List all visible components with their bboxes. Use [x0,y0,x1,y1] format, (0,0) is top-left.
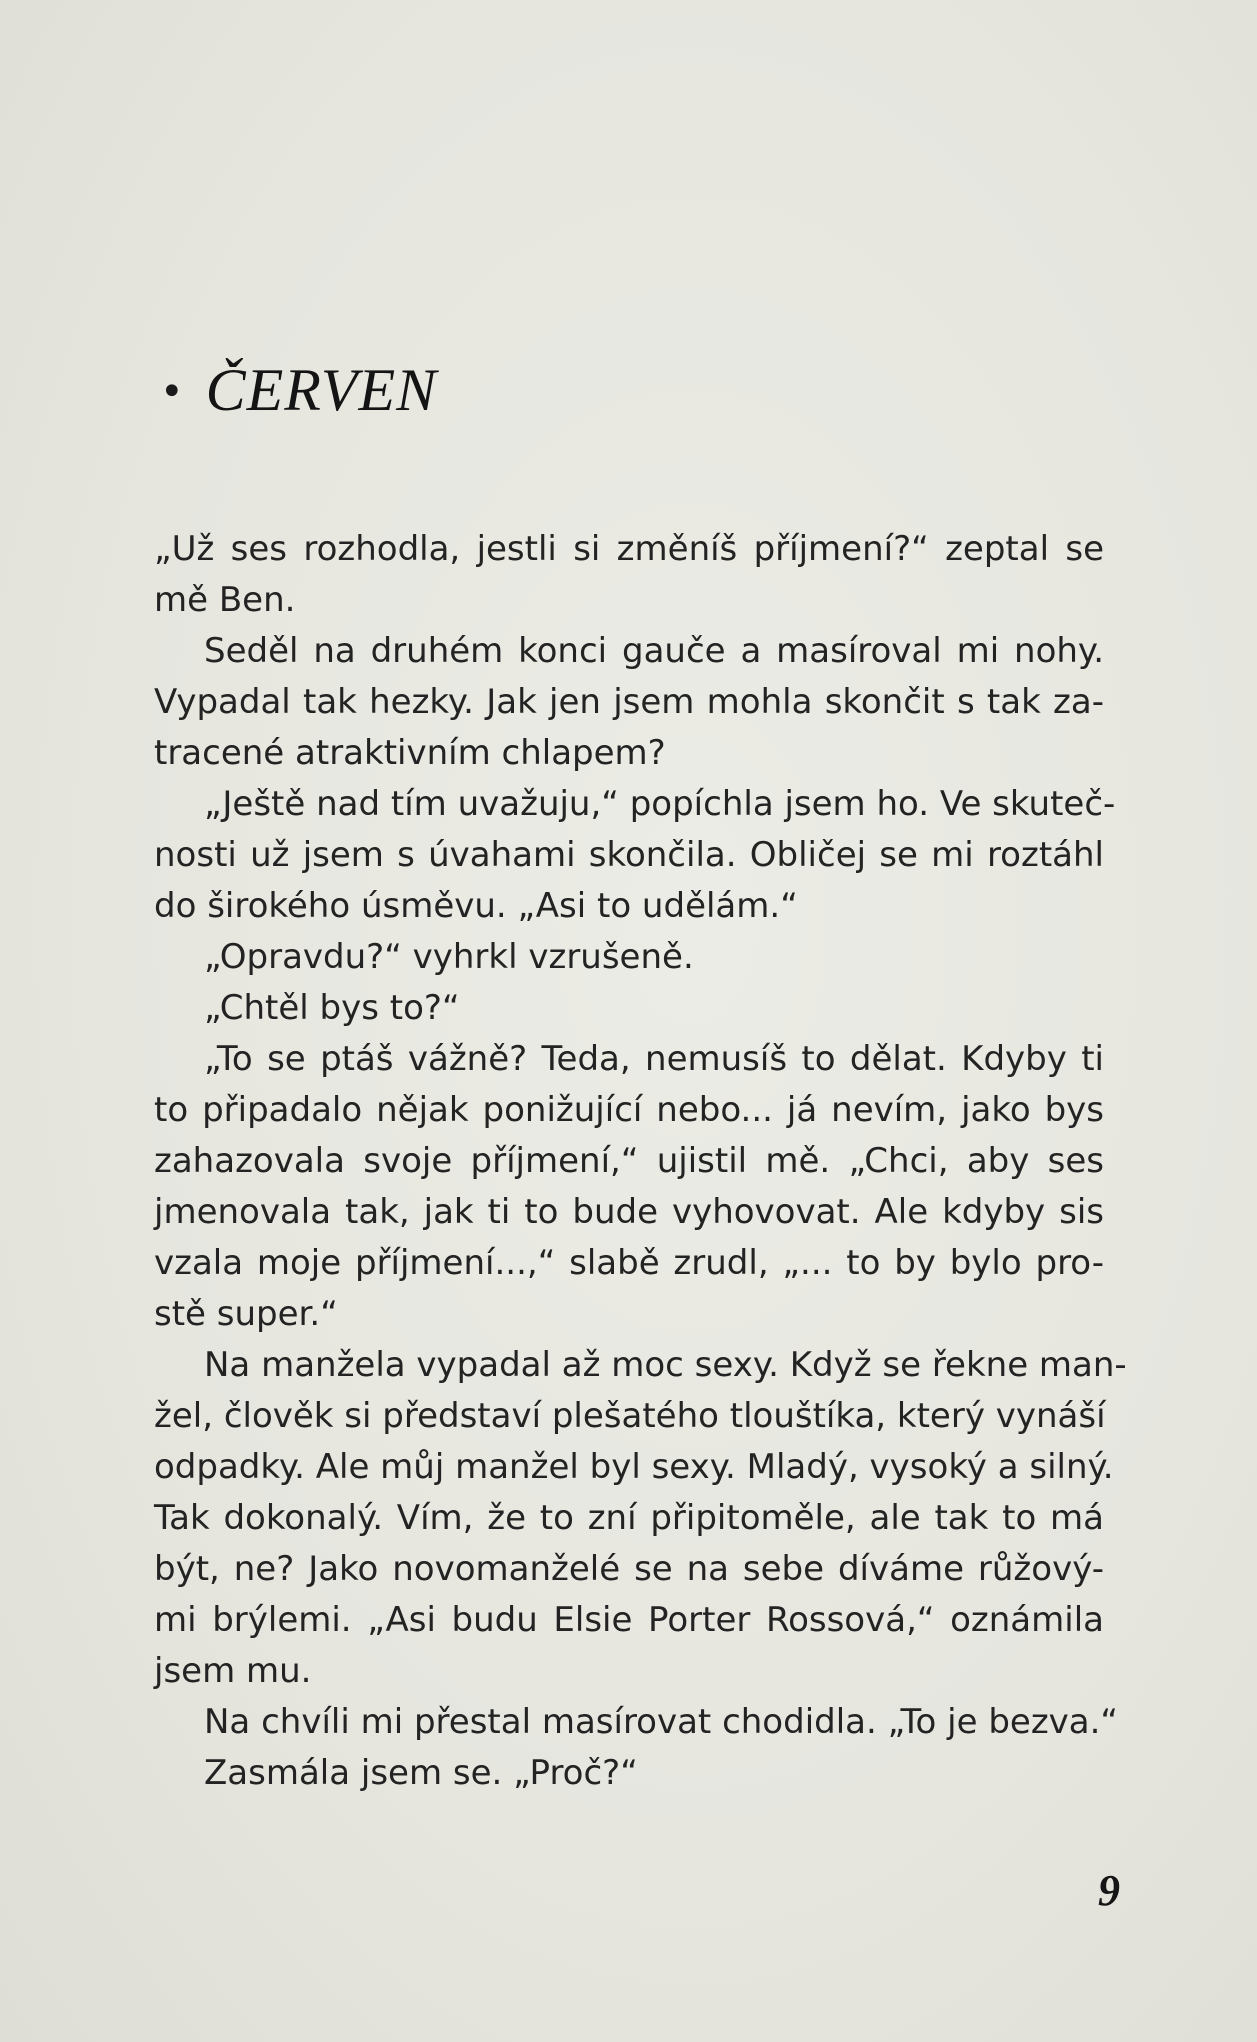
text-line: být, ne? Jako novomanželé se na sebe díváme růžový- [154,1549,1104,1589]
text-line: do širokého úsměvu. „Asi to udělám.“ [154,886,798,926]
text-line: mi brýlemi. „Asi budu Elsie Porter Rossová,“ oznámila [154,1600,1104,1640]
text-line: „Chtěl bys to?“ [204,988,460,1028]
text-line: tracené atraktivním chlapem? [154,733,666,773]
text-line: jsem mu. [154,1651,312,1691]
text-line: stě super.“ [154,1294,338,1334]
text-line: „Už ses rozhodla, jestli si změníš příjmení?“ zeptal se [154,529,1104,569]
text-line: vzala moje příjmení...,“ slabě zrudl, „... to by bylo pro- [154,1243,1104,1283]
text-line: „Opravdu?“ vyhrkl vzrušeně. [204,937,694,977]
body-text [154,524,1127,1799]
page-number: 9 [1098,1866,1120,1915]
text-line: jmenovala tak, jak ti to bude vyhovovat. Ale kdyby sis [154,1192,1104,1232]
text-line: Na manžela vypadal až moc sexy. Když se řekne man- [204,1345,1127,1385]
chapter-heading [160,350,437,430]
text-line: „Ještě nad tím uvažuju,“ popíchla jsem ho. Ve skuteč- [204,784,1116,824]
text-line: „To se ptáš vážně? Teda, nemusíš to dělat. Kdyby ti [204,1039,1104,1079]
text-line: žel, člověk si představí plešatého tlouštíka, který vynáší [154,1396,1106,1436]
text-line: Vypadal tak hezky. Jak jen jsem mohla skončit s tak za- [154,682,1104,722]
chapter-title: ČERVEN [205,357,438,423]
text-line: odpadky. Ale můj manžel byl sexy. Mladý, vysoký a silný. [154,1447,1114,1487]
text-line: Seděl na druhém konci gauče a masíroval mi nohy. [204,631,1104,671]
text-line: mě Ben. [154,580,296,620]
bullet-icon: • [160,369,184,415]
text-line: zahazovala svoje příjmení,“ ujistil mě. „Chci, aby ses [154,1141,1104,1181]
text-line: Tak dokonalý. Vím, že to zní připitoměle, ale tak to má [154,1498,1104,1538]
text-line: Na chvíli mi přestal masírovat chodidla. „To je bezva.“ [204,1702,1119,1742]
text-line: nosti už jsem s úvahami skončila. Obličej se mi roztáhl [154,835,1104,875]
text-line: to připadalo nějak ponižující nebo... já nevím, jako bys [154,1090,1104,1130]
text-line: Zasmála jsem se. „Proč?“ [204,1753,638,1793]
